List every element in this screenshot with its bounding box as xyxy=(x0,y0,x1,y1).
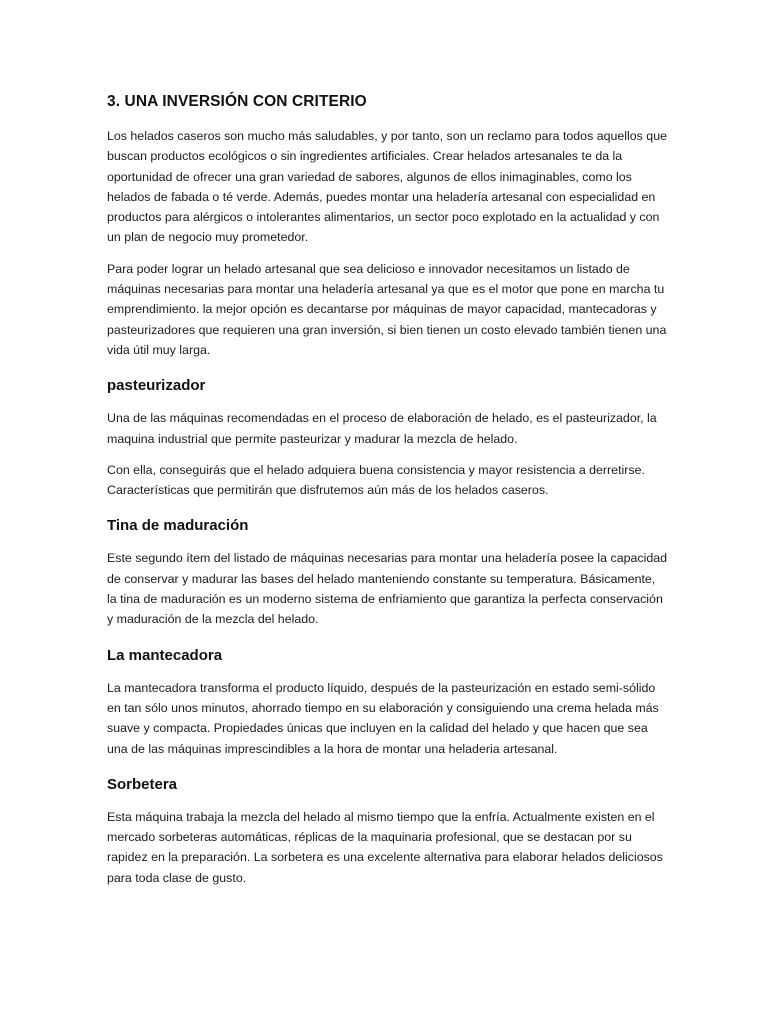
section-sorbetera xyxy=(107,776,667,888)
document-content xyxy=(107,93,667,905)
section-la-mantecadora xyxy=(107,647,667,759)
intro-section xyxy=(107,126,667,360)
section-paragraph: Una de las máquinas recomendadas en el proceso de elaboración de helado, es el pasteurizador, la maquina industrial que permite pasteurizar y madurar la mezcla de helado. xyxy=(107,411,657,446)
section-paragraph: Este segundo ítem del listado de máquinas necesarias para montar una heladería posee la capacidad de conservar y madurar las bases del helado manteniendo constante su temperatura. Básicamente, la tina de maduración es un moderno sistema de enfriamiento que garantiza la perfecta conservación y maduración de la mezcla del helado. xyxy=(107,551,668,627)
section-paragraph: Con ella, conseguirás que el helado adquiera buena consistencia y mayor resistencia a derretirse. Características que permitirán que disfrutemos aún más de los helados caseros. xyxy=(107,462,645,498)
document-title: 3. UNA INVERSIÓN CON CRITERIO xyxy=(107,93,367,110)
section-paragraph: La mantecadora transforma el producto líquido, después de la pasteurización en estado semi-sólido en tan sólo unos minutos, ahorrado tiempo en su elaboración y consiguiendo una crema helada más suave y compacta. Propiedades únicas que incluyen en la calidad del helado y que hacen que sea una de las máquinas imprescindibles a la hora de montar una heladeria artesanal. xyxy=(107,680,659,756)
section-heading: Sorbetera xyxy=(107,775,178,793)
section-tina-de-maduracion xyxy=(107,517,667,629)
intro-paragraph: Los helados caseros son mucho más saludables, y por tanto, son un reclamo para todos aquellos que buscan productos ecológicos o sin ingredientes artificiales. Crear helados artesanales te da la oportunidad de ofrecer una gran variedad de sabores, algunos de ellos inimaginables, como los helados de fabada o té verde. Además, puedes montar una heladería artesanal con especialidad en productos para alérgicos o intolerantes alimentarios, un sector poco explotado en la actualidad y con un plan de negocio muy prometedor. xyxy=(107,129,667,245)
section-heading: Tina de maduración xyxy=(107,517,249,535)
section-heading: La mantecadora xyxy=(107,646,223,664)
section-pasteurizador xyxy=(107,377,667,500)
section-heading: pasteurizador xyxy=(107,377,206,395)
section-paragraph: Esta máquina trabaja la mezcla del helado al mismo tiempo que la enfría. Actualmente existen en el mercado sorbeteras automáticas, réplicas de la maquinaria profesional, que se destacan por su rapidez en la preparación. La sorbetera es una excelente alternativa para elaborar helados deliciosos para toda clase de gusto. xyxy=(107,809,663,885)
intro-paragraph: Para poder lograr un helado artesanal que sea delicioso e innovador necesitamos un listado de máquinas necesarias para montar una heladería artesanal ya que es el motor que pone en marcha tu emprendimiento. la mejor opción es decantarse por máquinas de mayor capacidad, mantecadoras y pasteurizadores que requieren una gran inversión, si bien tienen un costo elevado también tienen una vida útil muy larga. xyxy=(107,261,667,357)
